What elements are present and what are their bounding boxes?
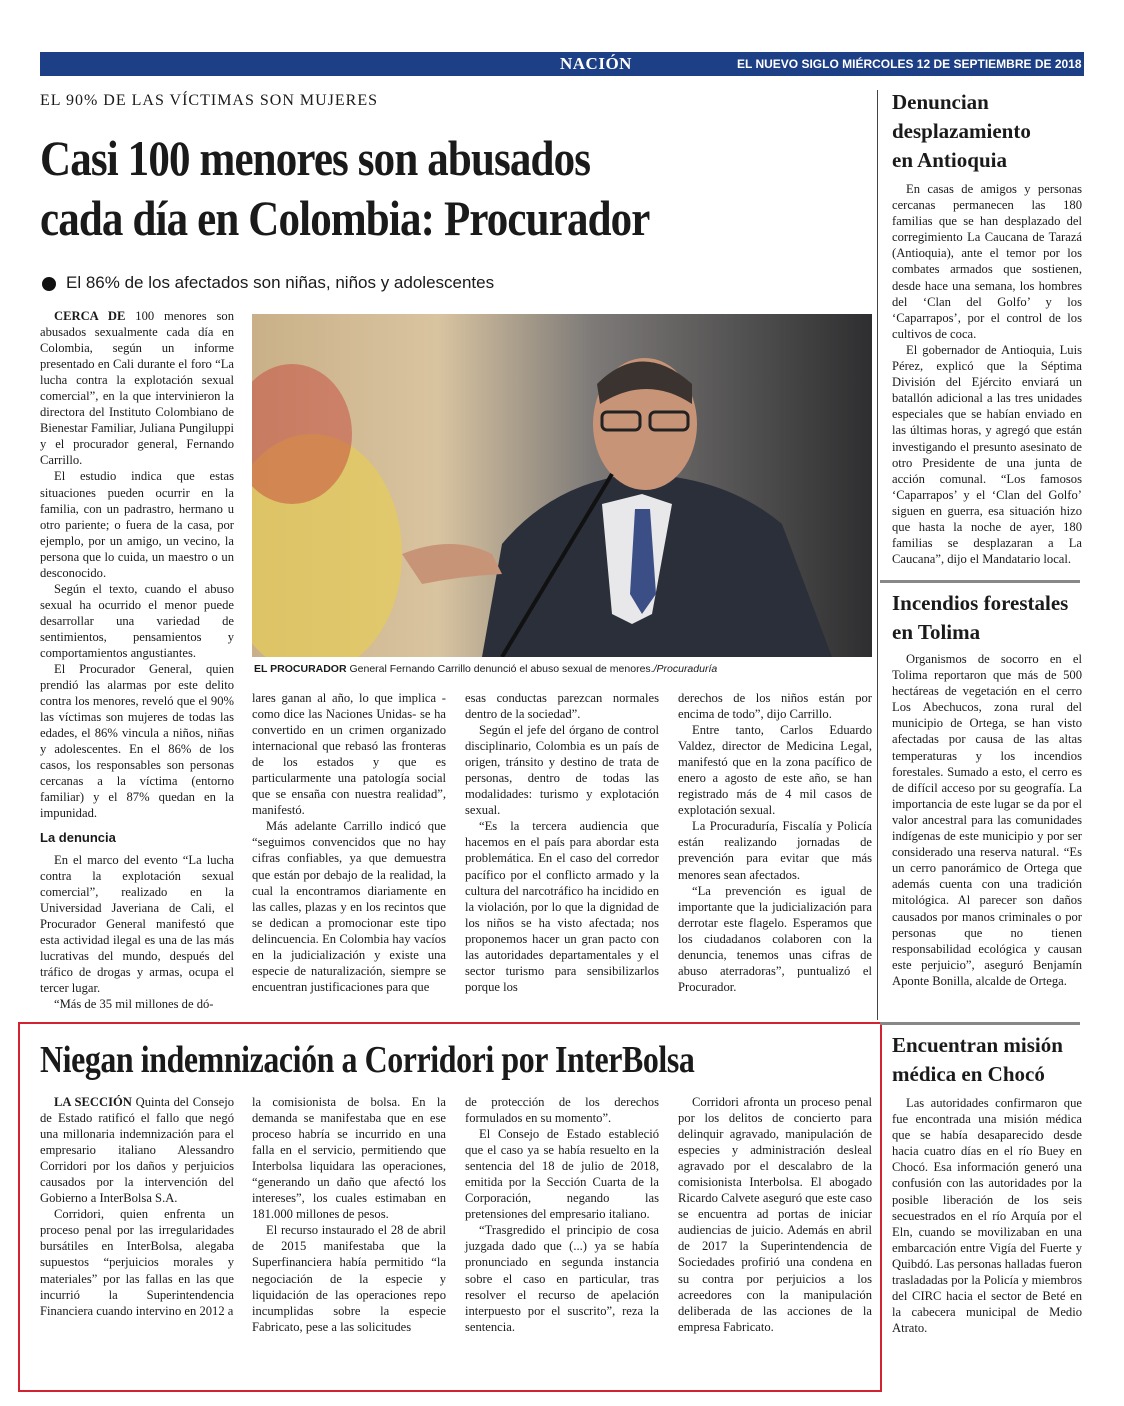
kicker: EL 90% DE LAS VÍCTIMAS SON MUJERES: [40, 92, 379, 109]
paragraph: Según el texto, cuando el abuso sexual ha ocurrido el menor puede desarrollar una variedad de sentimientos, pensamientos y comportamientos angustiantes.: [40, 581, 234, 660]
sidebar-body: [892, 181, 1082, 567]
masthead-date: EL NUEVO SIGLO MIÉRCOLES 12 DE SEPTIEMBRE DE 2018: [737, 57, 1082, 71]
caption-credit: /Procuraduría: [653, 663, 718, 675]
second-column-4: [678, 1094, 872, 1335]
second-column-1: [40, 1094, 234, 1319]
second-column-3: [465, 1094, 659, 1335]
caption-label: EL PROCURADOR: [254, 663, 347, 675]
paragraph: “Trasgredido el principio de cosa juzgada dado que (...) ya se había pronunciado en segunda instancia sobre el caso en particular, tras resolver el recurso de apelación interpuesto por el suscrito”, reza la sentencia.: [465, 1223, 659, 1334]
lead-in: LA SECCIÓN: [54, 1095, 132, 1109]
lead-in: CERCA DE: [54, 309, 126, 323]
caption-text: General Fernando Carrillo denunció el abuso sexual de menores.: [349, 663, 654, 675]
paragraph: Quinta del Consejo de Estado ratificó el fallo que negó una millonaria indemnización para el empresario italiano Alessandro Corridori por los daños y perjuicios causados por la intervención del Gobierno a InterBolsa S.A.: [40, 1095, 234, 1206]
paragraph: Organismos de socorro en el Tolima reportaron que más de 500 hectáreas de vegetación en el cerro Los Abechucos, zona rural del municipio de Ortega, se han visto afectadas por causa de las altas temperaturas y los incendios forestales. Sumado a esto, el cerro es de difícil acceso por su geografía. La importancia de este lugar se da por el valor ancestral para las comunidades indígenas de este municipio y por ser considerado una reserva natural. “Es un cerro panorámico de Ortega que además cuenta con una tradición mitológica. Al parecer son daños causados por manos criminales o por personas que no tienen responsabilidad ecológica y causan este perjuicio”, aseguró Benjamín Aponte Bonilla, alcalde de Ortega.: [892, 652, 1082, 988]
subheadline: El 86% de los afectados son niñas, niños y adolescentes: [66, 273, 495, 292]
sidebar-title: Incendios forestales en Tolima: [892, 591, 1069, 644]
sidebar-story-3: [892, 1031, 1082, 1336]
sidebar-divider: [877, 90, 878, 1020]
bullet-icon: [42, 277, 56, 291]
paragraph: Corridori, quien enfrenta un proceso penal por las irregularidades bursátiles en InterBolsa, alegaba supuestos “perjuicios morales y materiales” por las fallas en las que incurrió la Superintendencia Financiera cuando intervino en 2012 a: [40, 1207, 234, 1318]
paragraph: El gobernador de Antioquia, Luis Pérez, explicó que la Séptima División del Ejército enviará un batallón adicional a las tres unidades especiales que se habían enviado en las últimas horas, y agregó que están investigando el presunto asesinato de otro Presidente de una junta de acción comunal. “Los famosos ‘Caparrapos’ y el ‘Clan del Golfo’ siguen en guerra, esa situación hizo que hasta la noche de ayer, 180 familias se desplazaran a La Caucana”, dijo el Mandatario local.: [892, 342, 1082, 567]
sidebar-body: [892, 1095, 1082, 1336]
paragraph: El Procurador General, quien prendió las alarmas por este delito contra los menores, reveló que el 90% las víctimas son mujeres de todas las edades, el 86% vincula a niños, niñas y adolescentes. En el 86% de los casos, los responsables son personas cercanas a la víctima (entorno familiar) y el 87% quedan en la impunidad.: [40, 662, 234, 821]
page-number: 19A: [1086, 53, 1120, 73]
paragraph: Las autoridades confirmaron que fue encontrada una misión médica que se había desaparecido desde hacia cuatro días en el río Buey en Chocó. Esa información generó una confusión con las autoridades por la posible liberación de los seis secuestrados en el río Arquía por el Eln, cuando se movilizaban en una embarcación entre Vigía del Fuerte y Quibdó. Las personas halladas fueron trasladadas por la Policía y miembros del CIRC hacia el sector de Beté en la cabecera municipal de Medio Atrato.: [892, 1096, 1082, 1336]
paragraph: Corridori afronta un proceso penal por los delitos de concierto para delinquir agravado, manipulación de especies y administración desleal agravado por el descalabro de la comisionista Interbolsa. El abogado Ricardo Calvete aseguró que este caso se encuentra ad portas de iniciar audiencias de juicio. Además en abril de 2017 la Superintendencia de Sociedades profirió una condena en su contra por perjuicios a los acreedores con la manipulación deliberada de las acciones de la empresa Fabricato.: [678, 1095, 872, 1334]
paragraph: En el marco del evento “La lucha contra la explotación sexual comercial”, realizado en la Universidad Javeriana de Cali, el Procurador General manifestó que esta actividad ilegal es una de las más lucrativas del mundo, después del tráfico de drogas y armas, ocupa el tercer lugar.: [40, 852, 234, 995]
paragraph: la comisionista de bolsa. En la demanda se manifestaba que en ese proceso habría se incurrido en una falla en el servicio, permitiendo que Interbolsa liquidara las operaciones, “generando un daño que afectó los intereses”, los cuales estimaban en 181.000 millones de pesos.: [252, 1095, 446, 1222]
main-column-3: [465, 690, 659, 995]
headline-line-1: Casi 100 menores son abusados: [40, 130, 591, 186]
paragraph: Más adelante Carrillo indicó que “seguimos convencidos que no hay cifras confiables, ya que demuestra que están por debajo de la realidad, la cual la encontramos diariamente en las calles, plazas y en los recintos que se dedican a promocionar este tipo delincuencia. En Colombia hay vacíos en la judicialización y existe una especie de naturalización, siempre se encuentran justificaciones para que: [252, 819, 446, 994]
paragraph: de protección de los derechos formulados en su momento”.: [465, 1095, 659, 1126]
main-column-1: [40, 308, 234, 1012]
photo-illustration: [252, 314, 872, 657]
section-header-bar: [40, 52, 1120, 76]
second-headline: Niegan indemnización a Corridori por InterBolsa: [40, 1039, 695, 1081]
paragraph: En casas de amigos y personas cercanas permanecen las 180 familias que se han desplazado del corregimiento La Caucana de Tarazá (Antioquia), ante el temor por los combates armados que sostienen, desde hace una semana, los hombres del ‘Clan del Golfo’ y los ‘Caparrapos’, por el control de los cultivos de coca.: [892, 182, 1082, 341]
paragraph: derechos de los niños están por encima de todo”, dijo Carrillo.: [678, 691, 872, 722]
paragraph: “La prevención es igual de importante que la judicialización para derrotar este flagelo. Esperamos que los ciudadanos colaboren con la denuncia, tenemos unas cifras de abuso aterradoras”, puntualizó el Procurador.: [678, 883, 872, 994]
sidebar-rule: [880, 580, 1080, 583]
sidebar-story-1: [892, 88, 1082, 567]
section-name: NACIÓN: [560, 54, 632, 73]
sidebar-title: Encuentran misión médica en Chocó: [892, 1033, 1063, 1086]
sidebar-title: Denuncian desplazamiento en Antioquia: [892, 90, 1031, 172]
main-column-4: [678, 690, 872, 995]
section-subhead: La denuncia: [40, 829, 116, 845]
procurador-photo: [252, 314, 872, 657]
sidebar-story-2: [892, 589, 1082, 989]
main-column-2: [252, 690, 446, 995]
sidebar-body: [892, 651, 1082, 989]
paragraph: El Consejo de Estado estableció que el caso ya se había resuelto en la sentencia del 18 de julio de 2018, emitida por la Sección Cuarta de la Corporación, negando las pretensiones del empresario italiano.: [465, 1127, 659, 1222]
main-headline: [40, 128, 866, 248]
paragraph: 100 menores son abusados sexualmente cada día en Colombia, según un informe presentado en Cali durante el foro “La lucha contra la explotación sexual comercial”, en la que intervinieron la directora del Instituto Colombiano de Bienestar Familiar, Juliana Pungiluppi y el procurador general, Fernando Carrillo.: [40, 309, 234, 468]
paragraph: Según el jefe del órgano de control disciplinario, Colombia es un país de origen, tránsito y destino de trata de personas, dentro de todas las modalidades: turismo y explotación sexual.: [465, 723, 659, 818]
second-column-2: [252, 1094, 446, 1335]
paragraph: Entre tanto, Carlos Eduardo Valdez, director de Medicina Legal, manifestó que en la zona pacífico de enero a agosto de este año, se han registrado más de 4 mil casos de explotación sexual.: [678, 723, 872, 818]
paragraph: La Procuraduría, Fiscalía y Policía están realizando jornadas de prevención para evitar que más menores sean afectados.: [678, 819, 872, 882]
headline-line-2: cada día en Colombia: Procurador: [40, 190, 650, 246]
paragraph: El recurso instaurado el 28 de abril de 2015 manifestaba que la Superfinanciera había permitido “la negociación de la especie y liquidación de las operaciones repo incumplidas sobre la especie Fabricato, pese a las solicitudes: [252, 1223, 446, 1334]
paragraph: “Más de 35 mil millones de dó-: [54, 996, 214, 1011]
photo-caption: [254, 663, 717, 675]
sidebar-rule: [880, 1022, 1080, 1025]
paragraph: “Es la tercera audiencia que hacemos en el país para abordar esta problemática. En el caso del corredor pacífico por el conflicto armado y la cultura del narcotráfico ha incidido en la violación, por lo que la dignidad de los niños se ha visto afectada; nos proponemos hacer un gran pacto con las autoridades departamentales y el sector turismo para sensibilizarlos porque los: [465, 819, 659, 994]
paragraph: lares ganan al año, lo que implica -como dice las Naciones Unidas- se ha convertido en un crimen organizado internacional que rebasó las fronteras de los estados y que es particularmente una patología social que se ensaña con nuestra realidad”, manifestó.: [252, 691, 446, 818]
paragraph: esas conductas parezcan normales dentro de la sociedad”.: [465, 691, 659, 722]
paragraph: El estudio indica que estas situaciones pueden ocurrir en la familia, con un padrastro, hermano u otro pariente; o fuera de la casa, por ejemplo, por un amigo, un vecino, la persona que lo cuida, un maestro o un desconocido.: [40, 469, 234, 580]
